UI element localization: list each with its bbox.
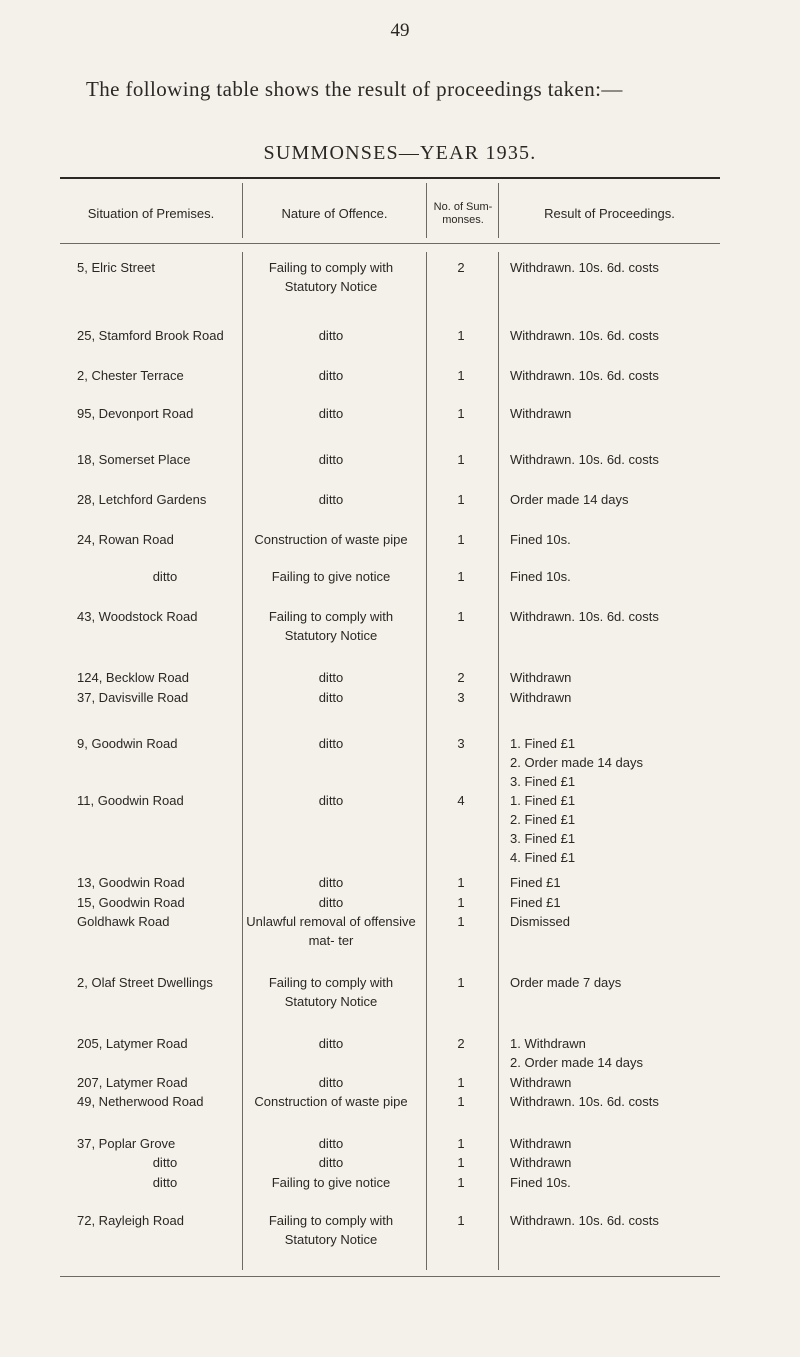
table-bottom-rule <box>60 1276 720 1277</box>
result-line: 1. Fined £1 <box>510 736 576 751</box>
nature-cell: Failing to give notice <box>271 1175 391 1190</box>
page-number: 49 <box>390 20 410 41</box>
situation-cell <box>60 258 253 277</box>
situation-text: Goldhawk Road <box>77 914 170 929</box>
header-nature: Nature of Offence. <box>281 206 388 221</box>
situation-cell <box>60 1034 253 1053</box>
result-cell <box>510 1173 725 1192</box>
result-line: Fined 10s. <box>510 1175 571 1190</box>
nature-cell: Construction of waste pipe <box>254 532 408 547</box>
situation-text: ditto <box>152 1175 178 1190</box>
result-line: Fined 10s. <box>510 532 571 547</box>
result-cell <box>510 1073 725 1092</box>
situation-cell <box>60 791 253 810</box>
result-line: Withdrawn <box>510 670 572 685</box>
situation-text: 24, Rowan Road <box>77 532 174 547</box>
situation-text: 43, Woodstock Road <box>77 609 198 624</box>
summonses-count-cell: 1 <box>457 1094 465 1109</box>
nature-cell: ditto <box>318 406 344 421</box>
result-line: Withdrawn <box>510 1155 572 1170</box>
column-divider <box>498 252 499 1270</box>
result-line: Withdrawn. 10s. 6d. costs <box>510 609 659 624</box>
result-line: Withdrawn. 10s. 6d. costs <box>510 260 659 275</box>
situation-text: 37, Davisville Road <box>77 690 189 705</box>
situation-cell <box>60 1153 253 1172</box>
result-cell <box>510 791 725 867</box>
result-line: Withdrawn. 10s. 6d. costs <box>510 1094 659 1109</box>
summonses-count-cell: 1 <box>457 368 465 383</box>
header-summonses: No. of Sum- monses. <box>433 201 493 226</box>
result-line: Withdrawn. 10s. 6d. costs <box>510 1213 659 1228</box>
nature-cell: ditto <box>318 1155 344 1170</box>
result-line: Order made 7 days <box>510 975 622 990</box>
situation-cell <box>60 1134 253 1153</box>
nature-cell: ditto <box>318 690 344 705</box>
situation-cell <box>60 734 253 753</box>
summonses-count-cell: 1 <box>457 1136 465 1151</box>
result-cell <box>510 1153 725 1172</box>
situation-cell <box>60 688 253 707</box>
result-line: Order made 14 days <box>510 492 629 507</box>
result-cell <box>510 567 725 586</box>
nature-cell: ditto <box>318 793 344 808</box>
situation-cell <box>60 873 253 892</box>
situation-text: 37, Poplar Grove <box>77 1136 176 1151</box>
nature-cell: Unlawful removal of offensive mat- ter <box>246 914 416 948</box>
result-cell <box>510 893 725 912</box>
nature-cell: ditto <box>318 736 344 751</box>
situation-cell <box>60 404 253 423</box>
situation-cell <box>60 668 253 687</box>
result-line: Fined £1 <box>510 895 561 910</box>
result-line: 3. Fined £1 <box>510 831 576 846</box>
result-cell <box>510 1211 725 1230</box>
summonses-count-cell: 2 <box>457 670 465 685</box>
situation-cell <box>60 893 253 912</box>
summonses-count-cell: 1 <box>457 1213 465 1228</box>
situation-text: 95, Devonport Road <box>77 406 194 421</box>
nature-cell: Construction of waste pipe <box>254 1094 408 1109</box>
result-cell <box>510 450 725 469</box>
situation-cell <box>60 1092 253 1111</box>
situation-text: 11, Goodwin Road <box>77 793 184 808</box>
result-cell <box>510 973 725 992</box>
situation-text: 18, Somerset Place <box>77 452 191 467</box>
summonses-count-cell: 1 <box>457 328 465 343</box>
situation-cell <box>60 326 253 345</box>
nature-cell: ditto <box>318 452 344 467</box>
result-cell <box>510 607 725 626</box>
result-cell <box>510 1092 725 1111</box>
situation-text: 5, Elric Street <box>77 260 156 275</box>
situation-cell <box>60 607 253 626</box>
situation-text: ditto <box>152 569 178 584</box>
result-cell <box>510 490 725 509</box>
summonses-count-cell: 1 <box>457 875 465 890</box>
summonses-count-cell: 1 <box>457 914 465 929</box>
nature-cell: ditto <box>318 895 344 910</box>
intro-paragraph: The following table shows the result of proceedings taken:— <box>86 77 623 101</box>
result-line: Withdrawn <box>510 690 572 705</box>
situation-cell <box>60 530 253 549</box>
situation-text: 124, Becklow Road <box>77 670 190 685</box>
result-cell <box>510 912 725 931</box>
situation-text: 49, Netherwood Road <box>77 1094 204 1109</box>
situation-cell <box>60 973 253 992</box>
situation-text: 9, Goodwin Road <box>77 736 178 751</box>
situation-text: 2, Chester Terrace <box>77 368 184 383</box>
column-divider <box>426 183 427 238</box>
nature-cell: Failing to comply with Statutory Notice <box>268 609 394 643</box>
nature-cell: ditto <box>318 492 344 507</box>
situation-cell <box>60 912 253 931</box>
result-line: Fined £1 <box>510 875 561 890</box>
summonses-count-cell: 2 <box>457 1036 465 1051</box>
result-line: 2. Fined £1 <box>510 812 576 827</box>
result-cell <box>510 404 725 423</box>
result-cell <box>510 873 725 892</box>
situation-cell <box>60 1073 253 1092</box>
situation-cell <box>60 567 253 586</box>
nature-cell: Failing to comply with Statutory Notice <box>268 975 394 1009</box>
column-divider <box>426 252 427 1270</box>
result-cell <box>510 366 725 385</box>
result-line: Withdrawn <box>510 1136 572 1151</box>
result-line: 2. Order made 14 days <box>510 755 643 770</box>
result-line: Withdrawn <box>510 406 572 421</box>
result-cell <box>510 258 725 277</box>
situation-cell <box>60 450 253 469</box>
summonses-count-cell: 1 <box>457 452 465 467</box>
situation-text: 25, Stamford Brook Road <box>77 328 224 343</box>
situation-text: 15, Goodwin Road <box>77 895 185 910</box>
nature-cell: ditto <box>318 368 344 383</box>
situation-text: ditto <box>152 1155 178 1170</box>
situation-text: 72, Rayleigh Road <box>77 1213 184 1228</box>
result-line: 4. Fined £1 <box>510 850 576 865</box>
situation-text: 205, Latymer Road <box>77 1036 188 1051</box>
summonses-count-cell: 1 <box>457 609 465 624</box>
result-line: Withdrawn <box>510 1075 572 1090</box>
situation-text: 207, Latymer Road <box>77 1075 188 1090</box>
summonses-count-cell: 2 <box>457 260 465 275</box>
result-line: Withdrawn. 10s. 6d. costs <box>510 368 659 383</box>
result-line: Withdrawn. 10s. 6d. costs <box>510 452 659 467</box>
result-line: 1. Fined £1 <box>510 793 576 808</box>
situation-cell <box>60 366 253 385</box>
table-title: SUMMONSES—YEAR 1935. <box>263 142 537 164</box>
summonses-count-cell: 1 <box>457 975 465 990</box>
summonses-count-cell: 1 <box>457 1075 465 1090</box>
result-line: Fined 10s. <box>510 569 571 584</box>
result-line: 2. Order made 14 days <box>510 1055 643 1070</box>
summonses-count-cell: 1 <box>457 492 465 507</box>
nature-cell: Failing to comply with Statutory Notice <box>268 260 394 294</box>
header-situation: Situation of Premises. <box>87 206 215 221</box>
summonses-count-cell: 1 <box>457 569 465 584</box>
situation-text: 13, Goodwin Road <box>77 875 185 890</box>
nature-cell: Failing to comply with Statutory Notice <box>268 1213 394 1247</box>
nature-cell: Failing to give notice <box>271 569 391 584</box>
summonses-count-cell: 1 <box>457 1175 465 1190</box>
situation-cell <box>60 1173 253 1192</box>
result-line: Withdrawn. 10s. 6d. costs <box>510 328 659 343</box>
nature-cell: ditto <box>318 875 344 890</box>
situation-cell <box>60 490 253 509</box>
result-line: 3. Fined £1 <box>510 774 576 789</box>
situation-cell <box>60 1211 253 1230</box>
result-line: 1. Withdrawn <box>510 1036 586 1051</box>
summonses-count-cell: 1 <box>457 532 465 547</box>
summonses-count-cell: 3 <box>457 690 465 705</box>
situation-text: 2, Olaf Street Dwellings <box>77 975 213 990</box>
situation-text: 28, Letchford Gardens <box>77 492 207 507</box>
summonses-count-cell: 3 <box>457 736 465 751</box>
nature-cell: ditto <box>318 670 344 685</box>
result-cell <box>510 1134 725 1153</box>
table-top-rule <box>60 177 720 179</box>
summonses-count-cell: 1 <box>457 895 465 910</box>
result-cell <box>510 530 725 549</box>
summonses-count-cell: 1 <box>457 1155 465 1170</box>
nature-cell: ditto <box>318 1075 344 1090</box>
nature-cell: ditto <box>318 328 344 343</box>
result-cell <box>510 688 725 707</box>
summonses-count-cell: 4 <box>457 793 465 808</box>
result-cell <box>510 734 725 791</box>
result-cell <box>510 1034 725 1072</box>
result-cell <box>510 326 725 345</box>
table-header-rule <box>60 243 720 244</box>
nature-cell: ditto <box>318 1136 344 1151</box>
result-line: Dismissed <box>510 914 570 929</box>
header-result: Result of Proceedings. <box>544 206 675 221</box>
summonses-count-cell: 1 <box>457 406 465 421</box>
nature-cell: ditto <box>318 1036 344 1051</box>
result-cell <box>510 668 725 687</box>
